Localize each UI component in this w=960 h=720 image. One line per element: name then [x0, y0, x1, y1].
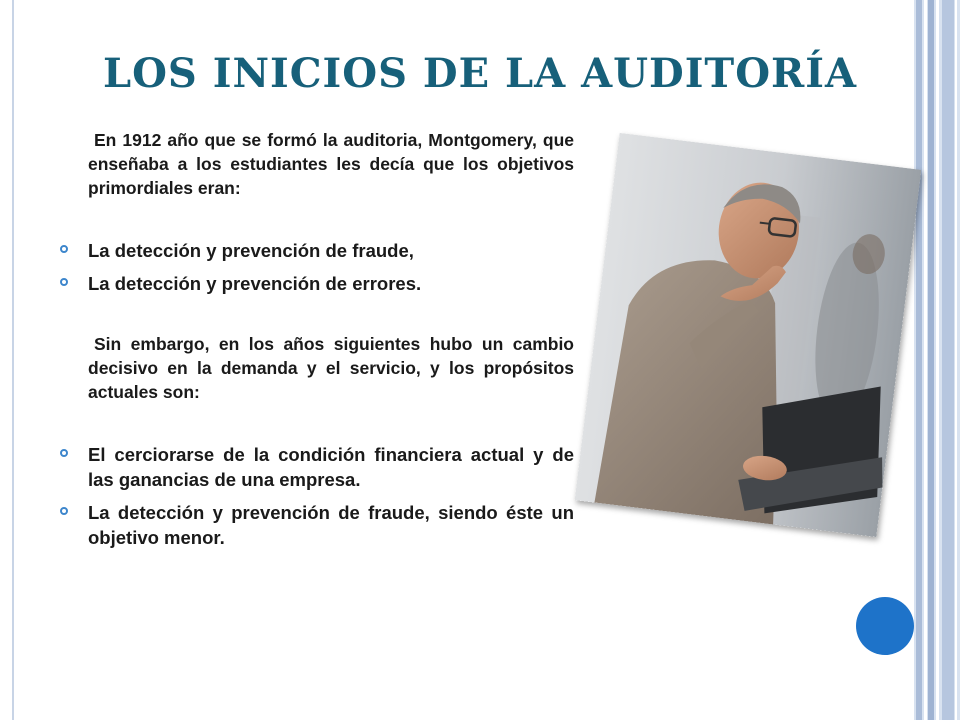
bullet-icon [60, 278, 68, 286]
intro-paragraph: En 1912 año que se formó la auditoria, Montgomery, que enseñaba a los estudiantes les decía que los objetivos primordiales eran: [88, 130, 574, 198]
list-item-text: La detección y prevención de fraude, [88, 240, 414, 261]
original-objectives-list [56, 238, 574, 296]
right-decorative-stripes [914, 0, 960, 720]
man-with-laptop-photo [575, 133, 922, 537]
accent-circle [856, 597, 914, 655]
bullet-icon [60, 245, 68, 253]
transition-paragraph: Sin embargo, en los años siguientes hubo un cambio decisivo en la demanda y el servicio, y los propósitos actuales son: [88, 334, 574, 402]
slide-title: LOS INICIOS DE LA AUDITORÍA [102, 50, 858, 97]
list-item-text: El cerciorarse de la condición financiera actual y de las ganancias de una empresa. [88, 444, 574, 490]
left-border-line [12, 0, 14, 720]
list-item-text: La detección y prevención de errores. [88, 273, 422, 294]
slide-body [56, 128, 574, 550]
list-item [56, 442, 574, 492]
current-objectives-list [56, 442, 574, 550]
list-item-text: La detección y prevención de fraude, siendo éste un objetivo menor. [88, 502, 574, 548]
bullet-icon [60, 507, 68, 515]
list-item [56, 500, 574, 550]
list-item [56, 238, 574, 263]
bullet-icon [60, 449, 68, 457]
list-item [56, 271, 574, 296]
